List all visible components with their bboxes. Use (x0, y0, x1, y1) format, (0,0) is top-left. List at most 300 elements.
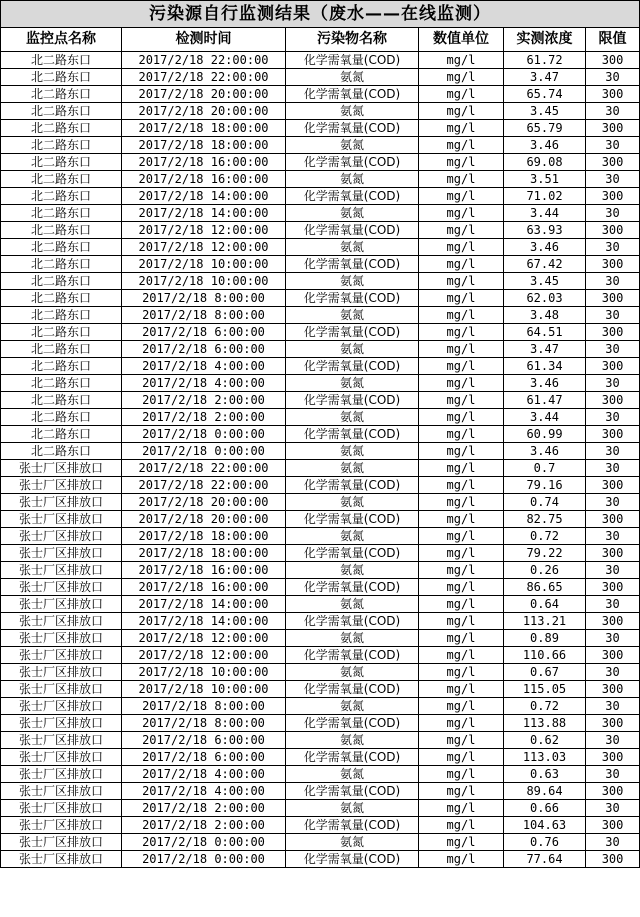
station-cell: 张士厂区排放口 (1, 460, 122, 477)
time-cell: 2017/2/18 4:00:00 (122, 783, 286, 800)
time-cell: 2017/2/18 6:00:00 (122, 341, 286, 358)
table-row (1, 766, 640, 783)
station-cell: 北二路东口 (1, 375, 122, 392)
time-cell: 2017/2/18 0:00:00 (122, 851, 286, 868)
time-cell: 2017/2/18 8:00:00 (122, 698, 286, 715)
table-row (1, 69, 640, 86)
pollutant-cell: 氨氮 (286, 834, 419, 851)
station-cell: 北二路东口 (1, 205, 122, 222)
time-cell: 2017/2/18 0:00:00 (122, 426, 286, 443)
concentration-cell: 3.45 (504, 103, 586, 120)
time-cell: 2017/2/18 16:00:00 (122, 154, 286, 171)
limit-cell: 300 (586, 851, 640, 868)
unit-cell: mg/l (419, 477, 504, 494)
header-row (1, 28, 640, 52)
station-cell: 张士厂区排放口 (1, 477, 122, 494)
limit-cell: 300 (586, 511, 640, 528)
concentration-cell: 3.46 (504, 239, 586, 256)
limit-cell: 300 (586, 256, 640, 273)
unit-cell: mg/l (419, 664, 504, 681)
concentration-cell: 79.16 (504, 477, 586, 494)
station-cell: 北二路东口 (1, 307, 122, 324)
unit-cell: mg/l (419, 579, 504, 596)
pollutant-cell: 化学需氧量(COD) (286, 256, 419, 273)
limit-cell: 30 (586, 562, 640, 579)
pollutant-cell: 化学需氧量(COD) (286, 52, 419, 69)
table-row (1, 409, 640, 426)
concentration-cell: 61.47 (504, 392, 586, 409)
station-cell: 北二路东口 (1, 69, 122, 86)
table-row (1, 800, 640, 817)
time-cell: 2017/2/18 20:00:00 (122, 494, 286, 511)
time-cell: 2017/2/18 22:00:00 (122, 52, 286, 69)
pollutant-cell: 氨氮 (286, 562, 419, 579)
limit-cell: 30 (586, 443, 640, 460)
unit-cell: mg/l (419, 817, 504, 834)
limit-cell: 30 (586, 800, 640, 817)
unit-cell: mg/l (419, 375, 504, 392)
unit-cell: mg/l (419, 137, 504, 154)
table-row (1, 817, 640, 834)
unit-cell: mg/l (419, 783, 504, 800)
unit-cell: mg/l (419, 613, 504, 630)
pollutant-cell: 化学需氧量(COD) (286, 324, 419, 341)
table-row (1, 647, 640, 664)
unit-cell: mg/l (419, 834, 504, 851)
concentration-cell: 67.42 (504, 256, 586, 273)
unit-cell: mg/l (419, 171, 504, 188)
table-row (1, 664, 640, 681)
table-row (1, 698, 640, 715)
concentration-cell: 89.64 (504, 783, 586, 800)
time-cell: 2017/2/18 6:00:00 (122, 324, 286, 341)
pollutant-cell: 化学需氧量(COD) (286, 715, 419, 732)
unit-cell: mg/l (419, 681, 504, 698)
pollutant-cell: 氨氮 (286, 766, 419, 783)
unit-cell: mg/l (419, 494, 504, 511)
pollutant-cell: 化学需氧量(COD) (286, 511, 419, 528)
limit-cell: 30 (586, 307, 640, 324)
pollutant-cell: 氨氮 (286, 596, 419, 613)
station-cell: 北二路东口 (1, 188, 122, 205)
limit-cell: 30 (586, 103, 640, 120)
column-header-time: 检测时间 (122, 28, 286, 52)
pollutant-cell: 化学需氧量(COD) (286, 477, 419, 494)
time-cell: 2017/2/18 10:00:00 (122, 664, 286, 681)
pollutant-cell: 氨氮 (286, 732, 419, 749)
table-row (1, 749, 640, 766)
table-row (1, 477, 640, 494)
time-cell: 2017/2/18 4:00:00 (122, 766, 286, 783)
time-cell: 2017/2/18 2:00:00 (122, 392, 286, 409)
pollutant-cell: 化学需氧量(COD) (286, 222, 419, 239)
station-cell: 张士厂区排放口 (1, 596, 122, 613)
table-row (1, 783, 640, 800)
unit-cell: mg/l (419, 290, 504, 307)
time-cell: 2017/2/18 12:00:00 (122, 222, 286, 239)
time-cell: 2017/2/18 2:00:00 (122, 800, 286, 817)
limit-cell: 300 (586, 324, 640, 341)
limit-cell: 300 (586, 154, 640, 171)
pollutant-cell: 化学需氧量(COD) (286, 579, 419, 596)
unit-cell: mg/l (419, 562, 504, 579)
time-cell: 2017/2/18 6:00:00 (122, 732, 286, 749)
limit-cell: 300 (586, 749, 640, 766)
unit-cell: mg/l (419, 154, 504, 171)
table-row (1, 120, 640, 137)
table-row (1, 222, 640, 239)
limit-cell: 30 (586, 273, 640, 290)
limit-cell: 30 (586, 664, 640, 681)
station-cell: 北二路东口 (1, 443, 122, 460)
title-row (1, 1, 640, 28)
station-cell: 张士厂区排放口 (1, 715, 122, 732)
unit-cell: mg/l (419, 698, 504, 715)
limit-cell: 30 (586, 766, 640, 783)
limit-cell: 30 (586, 171, 640, 188)
column-header-pollutant: 污染物名称 (286, 28, 419, 52)
limit-cell: 30 (586, 630, 640, 647)
unit-cell: mg/l (419, 341, 504, 358)
unit-cell: mg/l (419, 409, 504, 426)
time-cell: 2017/2/18 20:00:00 (122, 511, 286, 528)
time-cell: 2017/2/18 14:00:00 (122, 613, 286, 630)
station-cell: 北二路东口 (1, 222, 122, 239)
station-cell: 张士厂区排放口 (1, 834, 122, 851)
station-cell: 张士厂区排放口 (1, 664, 122, 681)
table-row (1, 715, 640, 732)
station-cell: 张士厂区排放口 (1, 528, 122, 545)
table-title: 污染源自行监测结果（废水——在线监测） (1, 1, 640, 28)
concentration-cell: 60.99 (504, 426, 586, 443)
concentration-cell: 65.79 (504, 120, 586, 137)
limit-cell: 300 (586, 783, 640, 800)
concentration-cell: 3.51 (504, 171, 586, 188)
concentration-cell: 0.26 (504, 562, 586, 579)
table-row (1, 630, 640, 647)
table-row (1, 103, 640, 120)
time-cell: 2017/2/18 4:00:00 (122, 375, 286, 392)
station-cell: 北二路东口 (1, 120, 122, 137)
pollutant-cell: 氨氮 (286, 69, 419, 86)
table-row (1, 562, 640, 579)
table-row (1, 443, 640, 460)
limit-cell: 30 (586, 834, 640, 851)
time-cell: 2017/2/18 4:00:00 (122, 358, 286, 375)
concentration-cell: 64.51 (504, 324, 586, 341)
time-cell: 2017/2/18 0:00:00 (122, 443, 286, 460)
time-cell: 2017/2/18 16:00:00 (122, 562, 286, 579)
concentration-cell: 69.08 (504, 154, 586, 171)
concentration-cell: 3.44 (504, 205, 586, 222)
unit-cell: mg/l (419, 511, 504, 528)
unit-cell: mg/l (419, 188, 504, 205)
table-row (1, 579, 640, 596)
station-cell: 北二路东口 (1, 86, 122, 103)
table-row (1, 86, 640, 103)
table-row (1, 52, 640, 69)
limit-cell: 30 (586, 528, 640, 545)
concentration-cell: 0.7 (504, 460, 586, 477)
time-cell: 2017/2/18 16:00:00 (122, 171, 286, 188)
pollutant-cell: 化学需氧量(COD) (286, 817, 419, 834)
concentration-cell: 62.03 (504, 290, 586, 307)
concentration-cell: 0.74 (504, 494, 586, 511)
concentration-cell: 3.46 (504, 137, 586, 154)
limit-cell: 300 (586, 52, 640, 69)
unit-cell: mg/l (419, 358, 504, 375)
station-cell: 张士厂区排放口 (1, 749, 122, 766)
limit-cell: 300 (586, 426, 640, 443)
concentration-cell: 63.93 (504, 222, 586, 239)
station-cell: 张士厂区排放口 (1, 681, 122, 698)
limit-cell: 30 (586, 137, 640, 154)
limit-cell: 30 (586, 409, 640, 426)
pollutant-cell: 氨氮 (286, 273, 419, 290)
limit-cell: 300 (586, 86, 640, 103)
unit-cell: mg/l (419, 596, 504, 613)
pollutant-cell: 氨氮 (286, 800, 419, 817)
time-cell: 2017/2/18 18:00:00 (122, 120, 286, 137)
table-row (1, 205, 640, 222)
unit-cell: mg/l (419, 239, 504, 256)
concentration-cell: 79.22 (504, 545, 586, 562)
concentration-cell: 61.72 (504, 52, 586, 69)
pollutant-cell: 氨氮 (286, 630, 419, 647)
concentration-cell: 115.05 (504, 681, 586, 698)
pollutant-cell: 化学需氧量(COD) (286, 188, 419, 205)
limit-cell: 30 (586, 341, 640, 358)
pollutant-cell: 化学需氧量(COD) (286, 851, 419, 868)
concentration-cell: 104.63 (504, 817, 586, 834)
limit-cell: 300 (586, 358, 640, 375)
concentration-cell: 3.46 (504, 443, 586, 460)
unit-cell: mg/l (419, 273, 504, 290)
table-row (1, 851, 640, 868)
unit-cell: mg/l (419, 630, 504, 647)
limit-cell: 30 (586, 69, 640, 86)
station-cell: 张士厂区排放口 (1, 545, 122, 562)
time-cell: 2017/2/18 14:00:00 (122, 596, 286, 613)
pollutant-cell: 氨氮 (286, 664, 419, 681)
concentration-cell: 0.72 (504, 698, 586, 715)
concentration-cell: 82.75 (504, 511, 586, 528)
unit-cell: mg/l (419, 392, 504, 409)
limit-cell: 300 (586, 120, 640, 137)
table-row (1, 307, 640, 324)
pollutant-cell: 氨氮 (286, 698, 419, 715)
limit-cell: 300 (586, 715, 640, 732)
table-row (1, 613, 640, 630)
limit-cell: 300 (586, 613, 640, 630)
pollutant-cell: 氨氮 (286, 494, 419, 511)
table-row (1, 426, 640, 443)
concentration-cell: 71.02 (504, 188, 586, 205)
pollutant-cell: 化学需氧量(COD) (286, 426, 419, 443)
time-cell: 2017/2/18 8:00:00 (122, 307, 286, 324)
time-cell: 2017/2/18 12:00:00 (122, 647, 286, 664)
column-header-unit: 数值单位 (419, 28, 504, 52)
table-row (1, 545, 640, 562)
concentration-cell: 3.44 (504, 409, 586, 426)
pollutant-cell: 化学需氧量(COD) (286, 86, 419, 103)
column-header-concentration: 实测浓度 (504, 28, 586, 52)
time-cell: 2017/2/18 18:00:00 (122, 545, 286, 562)
time-cell: 2017/2/18 12:00:00 (122, 630, 286, 647)
table-row (1, 256, 640, 273)
concentration-cell: 61.34 (504, 358, 586, 375)
concentration-cell: 113.21 (504, 613, 586, 630)
time-cell: 2017/2/18 6:00:00 (122, 749, 286, 766)
station-cell: 张士厂区排放口 (1, 851, 122, 868)
limit-cell: 300 (586, 222, 640, 239)
station-cell: 北二路东口 (1, 426, 122, 443)
pollutant-cell: 氨氮 (286, 528, 419, 545)
time-cell: 2017/2/18 0:00:00 (122, 834, 286, 851)
pollutant-cell: 氨氮 (286, 137, 419, 154)
limit-cell: 30 (586, 494, 640, 511)
table-row (1, 154, 640, 171)
limit-cell: 30 (586, 460, 640, 477)
table-row (1, 681, 640, 698)
pollutant-cell: 化学需氧量(COD) (286, 613, 419, 630)
concentration-cell: 3.48 (504, 307, 586, 324)
station-cell: 北二路东口 (1, 409, 122, 426)
pollutant-cell: 氨氮 (286, 103, 419, 120)
pollutant-cell: 氨氮 (286, 460, 419, 477)
table-row (1, 239, 640, 256)
unit-cell: mg/l (419, 851, 504, 868)
time-cell: 2017/2/18 14:00:00 (122, 188, 286, 205)
pollutant-cell: 化学需氧量(COD) (286, 749, 419, 766)
unit-cell: mg/l (419, 732, 504, 749)
station-cell: 张士厂区排放口 (1, 698, 122, 715)
unit-cell: mg/l (419, 324, 504, 341)
station-cell: 北二路东口 (1, 256, 122, 273)
limit-cell: 300 (586, 579, 640, 596)
time-cell: 2017/2/18 22:00:00 (122, 477, 286, 494)
time-cell: 2017/2/18 22:00:00 (122, 69, 286, 86)
concentration-cell: 0.63 (504, 766, 586, 783)
station-cell: 北二路东口 (1, 273, 122, 290)
concentration-cell: 0.62 (504, 732, 586, 749)
station-cell: 北二路东口 (1, 137, 122, 154)
pollutant-cell: 化学需氧量(COD) (286, 681, 419, 698)
unit-cell: mg/l (419, 766, 504, 783)
station-cell: 张士厂区排放口 (1, 511, 122, 528)
limit-cell: 300 (586, 817, 640, 834)
limit-cell: 30 (586, 732, 640, 749)
limit-cell: 300 (586, 392, 640, 409)
unit-cell: mg/l (419, 205, 504, 222)
station-cell: 北二路东口 (1, 154, 122, 171)
pollutant-cell: 化学需氧量(COD) (286, 545, 419, 562)
time-cell: 2017/2/18 10:00:00 (122, 256, 286, 273)
table-row (1, 273, 640, 290)
pollutant-cell: 氨氮 (286, 443, 419, 460)
station-cell: 北二路东口 (1, 239, 122, 256)
time-cell: 2017/2/18 2:00:00 (122, 817, 286, 834)
table-row (1, 341, 640, 358)
station-cell: 张士厂区排放口 (1, 817, 122, 834)
column-header-limit: 限值 (586, 28, 640, 52)
limit-cell: 30 (586, 698, 640, 715)
concentration-cell: 77.64 (504, 851, 586, 868)
pollutant-cell: 氨氮 (286, 375, 419, 392)
table-row (1, 732, 640, 749)
table-row (1, 392, 640, 409)
unit-cell: mg/l (419, 69, 504, 86)
concentration-cell: 3.47 (504, 69, 586, 86)
station-cell: 北二路东口 (1, 392, 122, 409)
station-cell: 张士厂区排放口 (1, 766, 122, 783)
station-cell: 北二路东口 (1, 103, 122, 120)
unit-cell: mg/l (419, 256, 504, 273)
pollutant-cell: 化学需氧量(COD) (286, 120, 419, 137)
unit-cell: mg/l (419, 460, 504, 477)
station-cell: 北二路东口 (1, 52, 122, 69)
table-row (1, 358, 640, 375)
station-cell: 张士厂区排放口 (1, 800, 122, 817)
time-cell: 2017/2/18 12:00:00 (122, 239, 286, 256)
time-cell: 2017/2/18 16:00:00 (122, 579, 286, 596)
unit-cell: mg/l (419, 120, 504, 137)
time-cell: 2017/2/18 18:00:00 (122, 137, 286, 154)
table-row (1, 511, 640, 528)
pollutant-cell: 氨氮 (286, 409, 419, 426)
concentration-cell: 113.88 (504, 715, 586, 732)
table-row (1, 528, 640, 545)
pollutant-cell: 化学需氧量(COD) (286, 358, 419, 375)
time-cell: 2017/2/18 10:00:00 (122, 681, 286, 698)
concentration-cell: 0.76 (504, 834, 586, 851)
table-row (1, 494, 640, 511)
table-row (1, 375, 640, 392)
pollutant-cell: 氨氮 (286, 171, 419, 188)
station-cell: 张士厂区排放口 (1, 647, 122, 664)
table-row (1, 596, 640, 613)
time-cell: 2017/2/18 18:00:00 (122, 528, 286, 545)
table-row (1, 324, 640, 341)
table-row (1, 171, 640, 188)
unit-cell: mg/l (419, 52, 504, 69)
unit-cell: mg/l (419, 426, 504, 443)
pollutant-cell: 氨氮 (286, 239, 419, 256)
concentration-cell: 65.74 (504, 86, 586, 103)
concentration-cell: 86.65 (504, 579, 586, 596)
time-cell: 2017/2/18 20:00:00 (122, 103, 286, 120)
limit-cell: 30 (586, 239, 640, 256)
station-cell: 张士厂区排放口 (1, 613, 122, 630)
unit-cell: mg/l (419, 749, 504, 766)
concentration-cell: 113.03 (504, 749, 586, 766)
station-cell: 北二路东口 (1, 290, 122, 307)
limit-cell: 300 (586, 477, 640, 494)
concentration-cell: 0.89 (504, 630, 586, 647)
station-cell: 张士厂区排放口 (1, 783, 122, 800)
station-cell: 张士厂区排放口 (1, 579, 122, 596)
station-cell: 张士厂区排放口 (1, 494, 122, 511)
time-cell: 2017/2/18 10:00:00 (122, 273, 286, 290)
limit-cell: 300 (586, 188, 640, 205)
station-cell: 北二路东口 (1, 324, 122, 341)
concentration-cell: 0.67 (504, 664, 586, 681)
limit-cell: 300 (586, 545, 640, 562)
concentration-cell: 110.66 (504, 647, 586, 664)
unit-cell: mg/l (419, 86, 504, 103)
station-cell: 北二路东口 (1, 358, 122, 375)
table-row (1, 290, 640, 307)
